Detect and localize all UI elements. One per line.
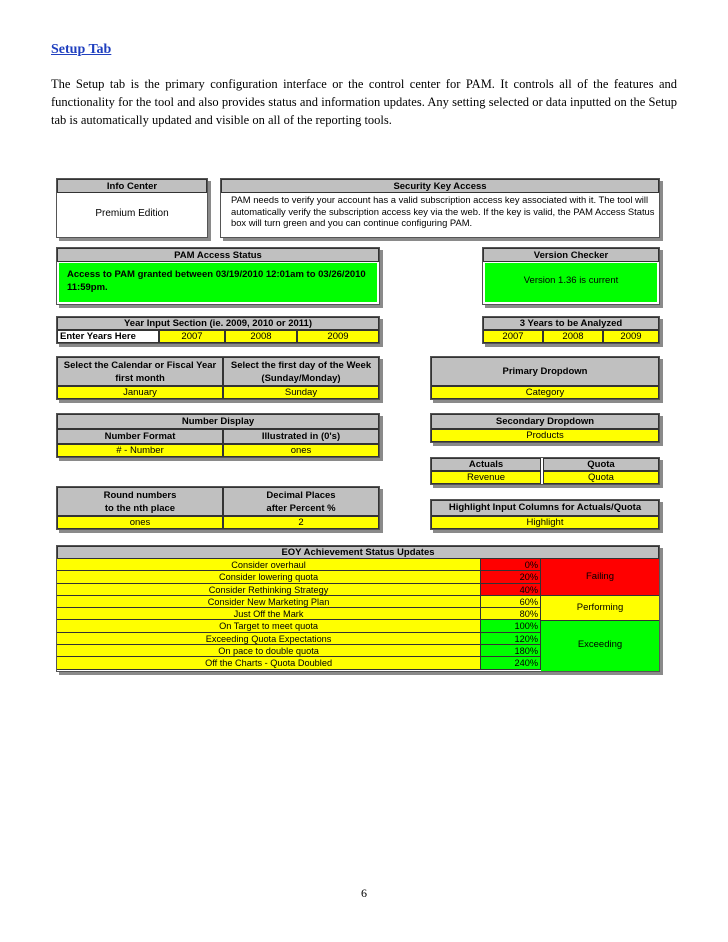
primary-dropdown-panel: [430, 356, 660, 400]
status-failing: [541, 559, 659, 596]
access-status-title: PAM Access Status: [57, 248, 379, 262]
eoy-title: EOY Achievement Status Updates: [57, 546, 659, 559]
year-input-panel: [56, 316, 380, 344]
highlight-select[interactable]: Highlight: [431, 516, 659, 529]
eoy-row-pct: 100%: [481, 620, 541, 632]
eoy-row-pct: 120%: [481, 633, 541, 645]
status-exceeding: [541, 621, 659, 671]
quota-select[interactable]: Quota: [543, 471, 659, 484]
status-failing-label: Failing: [586, 571, 614, 582]
eoy-panel: [56, 545, 660, 672]
actuals-label: Actuals: [431, 458, 541, 471]
eoy-row-label: On pace to double quota: [57, 645, 481, 657]
access-status-box: [59, 263, 377, 302]
version-status-box: [485, 263, 657, 302]
decimal-label: Decimal Places after Percent %: [223, 487, 379, 516]
eoy-row: [57, 571, 541, 583]
actuals-quota-panel: [430, 457, 660, 485]
eoy-row: [57, 584, 541, 596]
eoy-row-pct: 0%: [481, 559, 541, 571]
eoy-row-pct: 20%: [481, 571, 541, 583]
security-key-panel: [220, 178, 660, 238]
eoy-row-pct: 80%: [481, 608, 541, 620]
year-input-3[interactable]: 2009: [297, 330, 379, 343]
eoy-row-label: Consider Rethinking Strategy: [57, 584, 481, 596]
eoy-row-pct: 60%: [481, 596, 541, 608]
analyzed-year-3: 2009: [603, 330, 659, 343]
info-center-panel: [56, 178, 208, 238]
number-display-title: Number Display: [57, 414, 379, 429]
years-analyzed-panel: [482, 316, 660, 344]
version-status-text: Version 1.36 is current: [523, 275, 619, 286]
primary-dropdown-label: Primary Dropdown: [431, 357, 659, 386]
illustrated-label: Illustrated in (0's): [223, 429, 379, 444]
highlight-label: Highlight Input Columns for Actuals/Quota: [431, 500, 659, 516]
decimal-select[interactable]: 2: [223, 516, 379, 529]
week-label: Select the first day of the Week (Sunday/Monday): [223, 357, 379, 386]
calendar-label: Select the Calendar or Fiscal Year first month: [57, 357, 223, 386]
eoy-row: [57, 633, 541, 645]
eoy-rows: [57, 559, 541, 670]
eoy-row: [57, 608, 541, 620]
security-key-title: Security Key Access: [221, 179, 659, 193]
analyzed-year-2: 2008: [543, 330, 603, 343]
year-input-label: Enter Years Here: [57, 330, 159, 343]
year-input-2[interactable]: 2008: [225, 330, 297, 343]
access-status-panel: [56, 247, 380, 305]
eoy-row-pct: 40%: [481, 584, 541, 596]
version-checker-panel: [482, 247, 660, 305]
eoy-row-label: On Target to meet quota: [57, 620, 481, 632]
calendar-month-select[interactable]: January: [57, 386, 223, 399]
eoy-row-label: Consider lowering quota: [57, 571, 481, 583]
eoy-row-label: Off the Charts - Quota Doubled: [57, 657, 481, 669]
quota-label: Quota: [543, 458, 659, 471]
actuals-select[interactable]: Revenue: [431, 471, 541, 484]
year-input-1[interactable]: 2007: [159, 330, 225, 343]
version-checker-title: Version Checker: [483, 248, 659, 262]
page-heading: Setup Tab: [51, 42, 112, 57]
status-performing-label: Performing: [576, 602, 624, 613]
round-label: Round numbers to the nth place: [57, 487, 223, 516]
info-center-edition: Premium Edition: [95, 208, 169, 219]
round-decimal-panel: [56, 486, 380, 530]
eoy-row: [57, 657, 541, 669]
eoy-row-label: Just Off the Mark: [57, 608, 481, 620]
secondary-dropdown-select[interactable]: Products: [431, 429, 659, 442]
eoy-row-label: Consider overhaul: [57, 559, 481, 571]
number-format-label: Number Format: [57, 429, 223, 444]
secondary-dropdown-label: Secondary Dropdown: [431, 414, 659, 429]
eoy-row: [57, 620, 541, 632]
number-format-select[interactable]: # - Number: [57, 444, 223, 457]
highlight-panel: [430, 499, 660, 530]
years-analyzed-title: 3 Years to be Analyzed: [483, 317, 659, 330]
eoy-row-pct: 180%: [481, 645, 541, 657]
secondary-dropdown-panel: [430, 413, 660, 443]
access-status-text: Access to PAM granted between 03/19/2010 12:01am to 03/26/2010 11:59pm.: [67, 269, 366, 293]
round-select[interactable]: ones: [57, 516, 223, 529]
illustrated-select[interactable]: ones: [223, 444, 379, 457]
status-exceeding-label: Exceeding: [577, 639, 623, 650]
eoy-row: [57, 645, 541, 657]
eoy-row: [57, 559, 541, 571]
eoy-row-pct: 240%: [481, 657, 541, 669]
eoy-row-label: Exceeding Quota Expectations: [57, 633, 481, 645]
eoy-row: [57, 596, 541, 608]
page-number: 6: [361, 886, 367, 900]
status-performing: [541, 596, 659, 621]
intro-paragraph: The Setup tab is the primary configuration interface or the control center for PAM. It controls all of the features and functionality for the tool and also provides status and information updates. Any setting selected or data inputted on the Setup tab is automatically updated and visible on all of the reporting tools.: [51, 77, 677, 127]
year-input-title: Year Input Section (ie. 2009, 2010 or 2011): [57, 317, 379, 330]
eoy-row-label: Consider New Marketing Plan: [57, 596, 481, 608]
security-key-text: PAM needs to verify your account has a valid subscription access key associated with it. The tool will automatically verify the subscription access key via the web. If the key is valid, the PAM Access Status box will turn green and you can continue configuring PAM.: [231, 194, 655, 228]
info-center-title: Info Center: [57, 179, 207, 193]
week-day-select[interactable]: Sunday: [223, 386, 379, 399]
calendar-week-panel: [56, 356, 380, 400]
primary-dropdown-select[interactable]: Category: [431, 386, 659, 399]
analyzed-year-1: 2007: [483, 330, 543, 343]
number-display-panel: [56, 413, 380, 458]
